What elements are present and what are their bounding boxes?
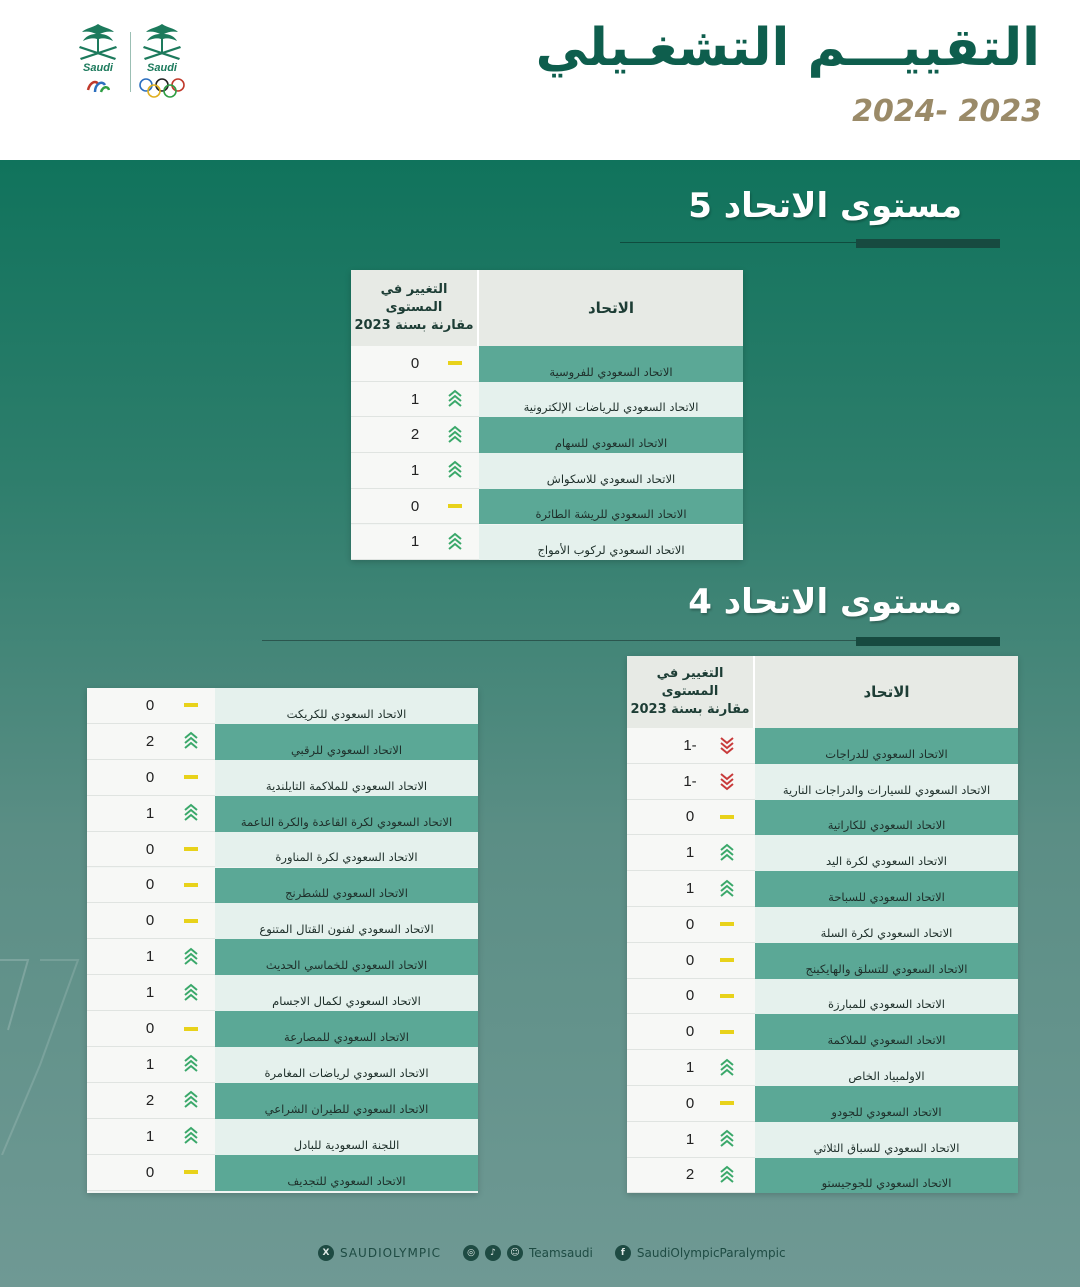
- olympic-logo: [136, 18, 188, 102]
- table-row: [627, 1014, 1018, 1050]
- table-row: [351, 525, 743, 561]
- change-value: 1: [685, 1059, 695, 1077]
- agitos-icon: [86, 78, 110, 94]
- change-value: 2: [685, 1166, 695, 1184]
- federation-name: الاتحاد السعودي للسهام: [479, 417, 743, 453]
- federation-name: الاتحاد السعودي للريشة الطائرة: [479, 489, 743, 525]
- federation-name: الاتحاد السعودي للفروسية: [479, 346, 743, 382]
- change-cell: [87, 724, 215, 760]
- change-header-line2: مقارنة بسنة 2023: [630, 702, 750, 717]
- no-change-icon: [719, 1022, 735, 1042]
- no-change-icon: [183, 767, 199, 787]
- federation-name: الاتحاد السعودي للاسكواش: [479, 453, 743, 489]
- change-cell: [627, 1122, 755, 1158]
- trend-up-icon: [447, 532, 463, 552]
- trend-up-icon: [183, 803, 199, 823]
- no-change-icon: [183, 1162, 199, 1182]
- change-value: 0: [685, 1023, 695, 1041]
- change-value: 0: [145, 1163, 155, 1181]
- change-value: 0: [685, 1094, 695, 1112]
- level4-title: مستوى الاتحاد 4: [688, 582, 962, 622]
- change-cell: [87, 796, 215, 832]
- change-value: 1-: [683, 772, 697, 790]
- change-cell: [351, 453, 479, 489]
- change-cell: [627, 1086, 755, 1122]
- federation-name: الاتحاد السعودي للسيارات والدراجات النارية: [755, 764, 1018, 800]
- tiktok-icon[interactable]: ♪: [485, 1245, 501, 1261]
- no-change-icon: [183, 911, 199, 931]
- federation-name: الاتحاد السعودي للرياضات الإلكترونية: [479, 382, 743, 418]
- change-header-line2: مقارنة بسنة 2023: [354, 318, 474, 333]
- trend-up-icon: [183, 1126, 199, 1146]
- federation-name: الاتحاد السعودي لكرة القاعدة والكرة الناعمة: [215, 796, 478, 832]
- federation-column-header: الاتحاد: [587, 299, 635, 317]
- change-cell: [87, 1155, 215, 1191]
- change-value: 1: [685, 844, 695, 862]
- federation-name: الاتحاد السعودي للشطرنج: [215, 868, 478, 904]
- federation-name: الاتحاد السعودي للتسلق والهايكينج: [755, 943, 1018, 979]
- change-cell: [87, 1083, 215, 1119]
- change-value: 0: [685, 808, 695, 826]
- table-row: [87, 688, 478, 724]
- federation-name: اللجنة السعودية للبادل: [215, 1119, 478, 1155]
- change-header-line1: التغيير في المستوى: [380, 282, 448, 315]
- no-change-icon: [719, 950, 735, 970]
- table-row: [627, 800, 1018, 836]
- change-cell: [627, 1158, 755, 1194]
- change-cell: [627, 764, 755, 800]
- federation-name: الاولمبياد الخاص: [755, 1050, 1018, 1086]
- federation-name: الاتحاد السعودي للمصارعة: [215, 1011, 478, 1047]
- federation-name: الاتحاد السعودي للدراجات: [755, 728, 1018, 764]
- table-row: [627, 835, 1018, 871]
- social-footer: [318, 1242, 786, 1264]
- federation-name: الاتحاد السعودي للكريكت: [215, 688, 478, 724]
- federation-name: الاتحاد السعودي للرقبي: [215, 724, 478, 760]
- trend-up-icon: [719, 1165, 735, 1185]
- change-cell: [627, 1050, 755, 1086]
- year-range: 2024- 2023: [852, 94, 1042, 129]
- no-change-icon: [719, 914, 735, 934]
- table-row: [627, 1158, 1018, 1194]
- trend-up-icon: [183, 947, 199, 967]
- change-value: 0: [145, 840, 155, 858]
- trend-up-icon: [719, 1058, 735, 1078]
- no-change-icon: [183, 875, 199, 895]
- trend-up-icon: [447, 389, 463, 409]
- no-change-icon: [447, 353, 463, 373]
- table-row: [87, 1047, 478, 1083]
- change-cell: [627, 943, 755, 979]
- table-row: [627, 1086, 1018, 1122]
- change-cell: [627, 907, 755, 943]
- table-row: [351, 346, 743, 382]
- change-value: 0: [410, 497, 420, 515]
- change-cell: [87, 688, 215, 724]
- no-change-icon: [719, 1093, 735, 1113]
- table-row: [87, 903, 478, 939]
- decorative-chevrons: [0, 955, 90, 1155]
- change-cell: [351, 489, 479, 525]
- federation-name: الاتحاد السعودي للمبارزة: [755, 979, 1018, 1015]
- change-cell: [627, 1014, 755, 1050]
- table-row: [87, 796, 478, 832]
- trend-up-icon: [719, 843, 735, 863]
- level4-accent-bar: [856, 637, 1000, 646]
- change-value: 1: [685, 880, 695, 898]
- level5-title: مستوى الاتحاد 5: [688, 186, 962, 226]
- change-value: 1: [410, 461, 420, 479]
- no-change-icon: [183, 839, 199, 859]
- federation-name: الاتحاد السعودي للطيران الشراعي: [215, 1083, 478, 1119]
- paralympic-logo: [72, 18, 124, 102]
- x-icon[interactable]: X: [318, 1245, 334, 1261]
- federation-column-header: الاتحاد: [863, 683, 910, 701]
- table-row: [87, 975, 478, 1011]
- change-cell: [627, 800, 755, 836]
- level4-left-table: [87, 688, 478, 1193]
- level5-table: [351, 270, 743, 560]
- level4-table-header: [627, 656, 1018, 728]
- change-value: 2: [410, 426, 420, 444]
- trend-up-icon: [719, 1129, 735, 1149]
- change-value: 2: [145, 1091, 155, 1109]
- table-row: [627, 979, 1018, 1015]
- change-cell: [351, 417, 479, 453]
- logo-right-word: Saudi: [147, 62, 177, 74]
- change-cell: [87, 1119, 215, 1155]
- trend-up-icon: [183, 731, 199, 751]
- change-cell: [87, 903, 215, 939]
- table-row: [87, 724, 478, 760]
- table-row: [87, 1119, 478, 1155]
- change-value: 0: [145, 1020, 155, 1038]
- change-value: 1: [145, 984, 155, 1002]
- table-row: [351, 489, 743, 525]
- federation-name: الاتحاد السعودي للجودو: [755, 1086, 1018, 1122]
- change-header-line1: التغيير في المستوى: [656, 666, 724, 699]
- table-row: [351, 417, 743, 453]
- level5-accent-bar: [856, 239, 1000, 248]
- change-value: 1: [410, 390, 420, 408]
- change-value: 1: [145, 948, 155, 966]
- change-cell: [627, 979, 755, 1015]
- change-value: 0: [145, 768, 155, 786]
- table-row: [627, 871, 1018, 907]
- change-value: 2: [145, 732, 155, 750]
- no-change-icon: [183, 695, 199, 715]
- facebook-icon[interactable]: f: [615, 1245, 631, 1261]
- change-cell: [87, 939, 215, 975]
- snapchat-icon[interactable]: ☺: [507, 1245, 523, 1261]
- change-value: 0: [145, 696, 155, 714]
- federation-name: الاتحاد السعودي للتجديف: [215, 1155, 478, 1191]
- table-row: [351, 453, 743, 489]
- federation-name: الاتحاد السعودي للملاكمة التايلندية: [215, 760, 478, 796]
- trend-up-icon: [183, 983, 199, 1003]
- change-value: 0: [685, 987, 695, 1005]
- level4-right-table: [627, 656, 1018, 1193]
- table-row: [87, 1011, 478, 1047]
- change-value: 0: [685, 951, 695, 969]
- federation-name: الاتحاد السعودي لكمال الاجسام: [215, 975, 478, 1011]
- x-handle[interactable]: SAUDIOLYMPIC: [340, 1246, 441, 1260]
- change-value: 1: [410, 533, 420, 551]
- change-cell: [351, 382, 479, 418]
- change-value: 0: [410, 354, 420, 372]
- change-column-header: [627, 656, 755, 728]
- table-row: [87, 868, 478, 904]
- table-row: [87, 939, 478, 975]
- logo-divider: [130, 32, 131, 92]
- trend-up-icon: [183, 1090, 199, 1110]
- federation-name: الاتحاد السعودي لكرة المناورة: [215, 832, 478, 868]
- federation-name: الاتحاد السعودي لكرة السلة: [755, 907, 1018, 943]
- trend-up-icon: [447, 425, 463, 445]
- table-row: [87, 832, 478, 868]
- no-change-icon: [447, 496, 463, 516]
- trend-up-icon: [447, 460, 463, 480]
- change-cell: [627, 728, 755, 764]
- federation-name: الاتحاد السعودي للملاكمة: [755, 1014, 1018, 1050]
- level5-table-header: [351, 270, 743, 346]
- header: [0, 0, 1080, 160]
- table-row: [87, 760, 478, 796]
- team-handle[interactable]: Teamsaudi: [529, 1246, 593, 1260]
- table-row: [351, 382, 743, 418]
- no-change-icon: [719, 986, 735, 1006]
- table-row: [627, 1050, 1018, 1086]
- trend-up-icon: [183, 1054, 199, 1074]
- federation-name: الاتحاد السعودي لفنون القتال المتنوع: [215, 903, 478, 939]
- page-title: التقييـــم التشغـيلي: [535, 18, 1040, 78]
- change-column-header: [351, 270, 479, 346]
- change-value: 1-: [683, 736, 697, 754]
- federation-name: الاتحاد السعودي لركوب الأمواج: [479, 525, 743, 561]
- federation-name: الاتحاد السعودي لكرة اليد: [755, 835, 1018, 871]
- change-value: 1: [145, 1127, 155, 1145]
- no-change-icon: [719, 807, 735, 827]
- federation-name: الاتحاد السعودي للجوجيستو: [755, 1158, 1018, 1194]
- change-cell: [87, 760, 215, 796]
- federation-name: الاتحاد السعودي للخماسي الحديث: [215, 939, 478, 975]
- table-row: [627, 764, 1018, 800]
- change-value: 0: [685, 915, 695, 933]
- federation-name: الاتحاد السعودي لرياضات المغامرة: [215, 1047, 478, 1083]
- instagram-icon[interactable]: ◎: [463, 1245, 479, 1261]
- olympic-rings-icon: [138, 78, 186, 98]
- facebook-handle[interactable]: SaudiOlympicParalympic: [636, 1246, 786, 1260]
- change-cell: [87, 975, 215, 1011]
- table-row: [87, 1155, 478, 1191]
- change-value: 1: [685, 1130, 695, 1148]
- change-cell: [627, 835, 755, 871]
- change-cell: [87, 832, 215, 868]
- change-value: 0: [145, 876, 155, 894]
- change-value: 1: [145, 1055, 155, 1073]
- table-row: [87, 1083, 478, 1119]
- change-cell: [87, 868, 215, 904]
- logo-left-word: Saudi: [83, 62, 113, 74]
- change-cell: [351, 525, 479, 561]
- federation-name: الاتحاد السعودي للكاراتية: [755, 800, 1018, 836]
- change-cell: [87, 1011, 215, 1047]
- change-value: 0: [145, 912, 155, 930]
- change-cell: [87, 1047, 215, 1083]
- trend-up-icon: [719, 879, 735, 899]
- table-row: [627, 907, 1018, 943]
- logos: [72, 18, 192, 102]
- table-row: [627, 943, 1018, 979]
- table-row: [627, 1122, 1018, 1158]
- federation-name: الاتحاد السعودي للسباحة: [755, 871, 1018, 907]
- change-cell: [351, 346, 479, 382]
- no-change-icon: [183, 1019, 199, 1039]
- federation-name: الاتحاد السعودي للسباق الثلاثي: [755, 1122, 1018, 1158]
- change-value: 1: [145, 804, 155, 822]
- table-row: [627, 728, 1018, 764]
- trend-down-icon: [719, 771, 735, 791]
- change-cell: [627, 871, 755, 907]
- trend-down-icon: [719, 735, 735, 755]
